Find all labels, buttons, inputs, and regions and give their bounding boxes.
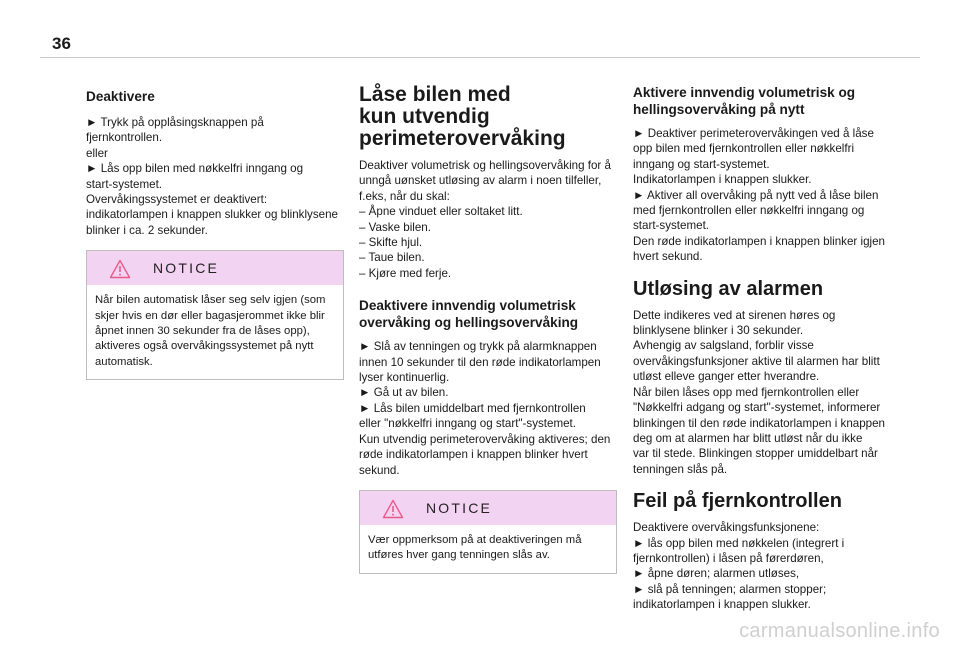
notice-box <box>86 250 344 380</box>
column-right <box>633 84 893 613</box>
notice-body <box>87 285 343 379</box>
section-title: Feil på fjernkontrollen <box>633 490 842 513</box>
section-heading: Deaktivere <box>86 89 155 104</box>
section-text: Deaktivere overvåkingsfunksjonene: ► lås opp bilen med nøkkelen (integrert i fjernkontrollen) i låsen på førerdøren, ► åpne døren; alarmen utløses, ► slå på tenningen; alarmen stopper; indikatorlampen i knappen slukker. <box>633 521 845 612</box>
notice-text: Når bilen automatisk låser seg selv igjen (som skjer hvis en dør eller bagasjerommet ikke blir åpnet innen 30 sekunder fra de låses opp), aktiveres også overvåkingssystemet på nytt automatisk. <box>95 294 326 368</box>
notice-header <box>360 491 616 525</box>
header-rule <box>40 57 920 58</box>
warning-icon <box>109 259 131 279</box>
column-middle <box>359 84 617 574</box>
section-text: ► Deaktiver perimeterovervåkingen ved å låse opp bilen med fjernkontrollen eller nøkkelfri inngang og start-systemet. Indikatorlampen i knappen slukker. ► Aktiver all overvåking på nytt ved å låse bilen med fjernkontrollen eller nøkkelfri inngang og start-systemet. Den røde indikatorlampen i knappen blinker igjen hvert sekund. <box>633 127 885 264</box>
section-intro: Deaktiver volumetrisk og hellingsovervåking for å unngå uønsket utløsing av alarm i noen tilfeller, f.eks, når du skal: – Åpne vinduet eller soltaket litt. – Vaske bilen. – Skifte hjul. – Taue bilen. – Kjøre med ferje. <box>359 159 611 280</box>
section-text: Dette indikeres ved at sirenen høres og blinklysene blinker i 30 sekunder. Avhengig av salgsland, forblir visse overvåkingsfunksjoner aktive til alarmen har blitt utløst elleve ganger etter hverandre. Når bilen låses opp med fjernkontrollen eller "Nøkkelfri adgang og start"-systemet, informerer blinkingen til den røde indikatorlampen i knappen deg om at alarmen har blitt utløst når du ikke var til stede. Blinkingen stopper umiddelbart når tenningen slås på. <box>633 308 885 476</box>
warning-icon <box>382 499 404 519</box>
section-text: ► Trykk på opplåsingsknappen på fjernkontrollen. eller ► Lås opp bilen med nøkkelfri inngang og start-systemet. Overvåkingssystemet er deaktivert: indikatorlampen i knappen slukker og blinklysene blinker i ca. 2 sekunder. <box>86 116 338 237</box>
notice-box <box>359 490 617 574</box>
notice-text: Vær oppmerksom på at deaktiveringen må utføres hver gang tenningen slås av. <box>368 533 582 562</box>
page-number: 36 <box>52 34 71 53</box>
section-text: ► Slå av tenningen og trykk på alarmknappen innen 10 sekunder til den røde indikatorlampen lyser kontinuerlig. ► Gå ut av bilen. ► Lås bilen umiddelbart med fjernkontrollen eller "nøkkelfri inngang og start"-systemet. Kun utvendig perimeterovervåking aktiveres; den røde indikatorlampen i knappen blinker hvert sekund. <box>359 340 611 477</box>
section-title: Låse bilen med kun utvendig perimeterovervåking <box>359 83 566 150</box>
section-heading: Aktivere innvendig volumetrisk og hellingsovervåking på nytt <box>633 85 856 117</box>
column-left <box>86 84 344 380</box>
watermark: carmanualsonline.info <box>739 620 940 642</box>
notice-title: NOTICE <box>153 260 220 277</box>
notice-header <box>87 251 343 285</box>
section-title: Utløsing av alarmen <box>633 277 824 300</box>
notice-title: NOTICE <box>426 499 493 516</box>
section-heading: Deaktivere innvendig volumetrisk overvåking og hellingsovervåking <box>359 298 579 331</box>
notice-body <box>360 525 616 573</box>
